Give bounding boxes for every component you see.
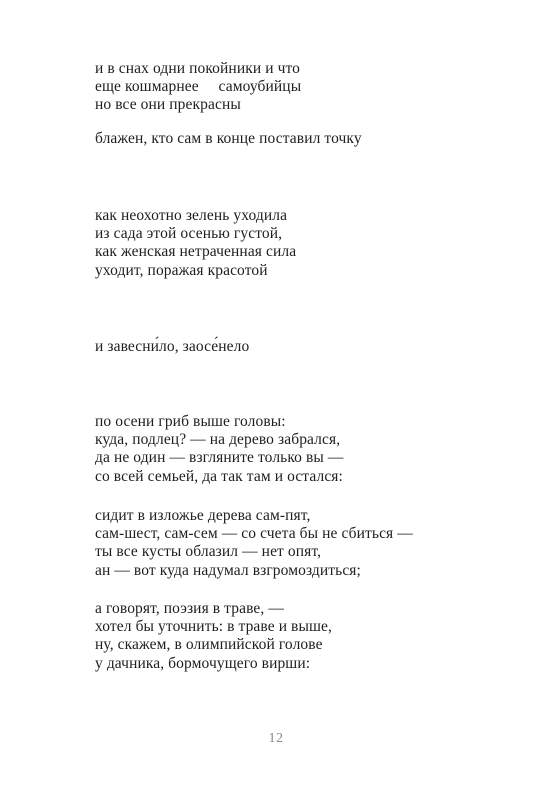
stanza-4: [95, 338, 249, 356]
poem-line: ты все кусты облазил — нет опят,: [95, 543, 322, 561]
stanza-3: [95, 207, 296, 280]
stanza-1: [95, 60, 301, 115]
poem-line: блажен, кто сам в конце поставил точку: [95, 130, 362, 147]
poem-line: но все они прекрасны: [95, 96, 241, 114]
poem-line: ан — вот куда надумал взгромоздиться;: [95, 561, 361, 579]
poem-line: сидит в изложье дерева сам-пят,: [95, 507, 311, 524]
poem-line: из сада этой осенью густой,: [95, 225, 283, 243]
poem-line: по осени гриб выше головы:: [95, 413, 286, 430]
poem-line: и завесни́ло, заосе́нело: [95, 338, 250, 355]
poem-line: как женская нетраченная сила: [95, 243, 297, 261]
poem-line: у дачника, бормочущего вирши:: [95, 654, 311, 672]
poem-line: как неохотно зелень уходила: [95, 207, 288, 224]
page-number: 12: [268, 731, 284, 746]
stanza-5: [95, 413, 344, 486]
poem-line: да не один — взгляните только вы —: [95, 449, 344, 467]
poem-line: а говорят, поэзия в траве, —: [95, 600, 284, 617]
stanza-2: [95, 130, 362, 148]
poem-line: со всей семьей, да так там и остался:: [95, 467, 343, 485]
poem-line: и в снах одни покойники и что: [95, 60, 301, 77]
poem-line: сам-шест, сам-сем — со счета бы не сбиться —: [95, 525, 413, 543]
poem-line: еще кошмарнее самоубийцы: [95, 78, 302, 96]
poem-line: куда, подлец? — на дерево забрался,: [95, 431, 341, 449]
stanza-7: [95, 600, 332, 673]
poem-line: хотел бы уточнить: в траве и выше,: [95, 618, 332, 636]
poem-line: уходит, поражая красотой: [95, 261, 268, 279]
poem-line: ну, скажем, в олимпийской голове: [95, 636, 323, 654]
stanza-6: [95, 507, 413, 580]
